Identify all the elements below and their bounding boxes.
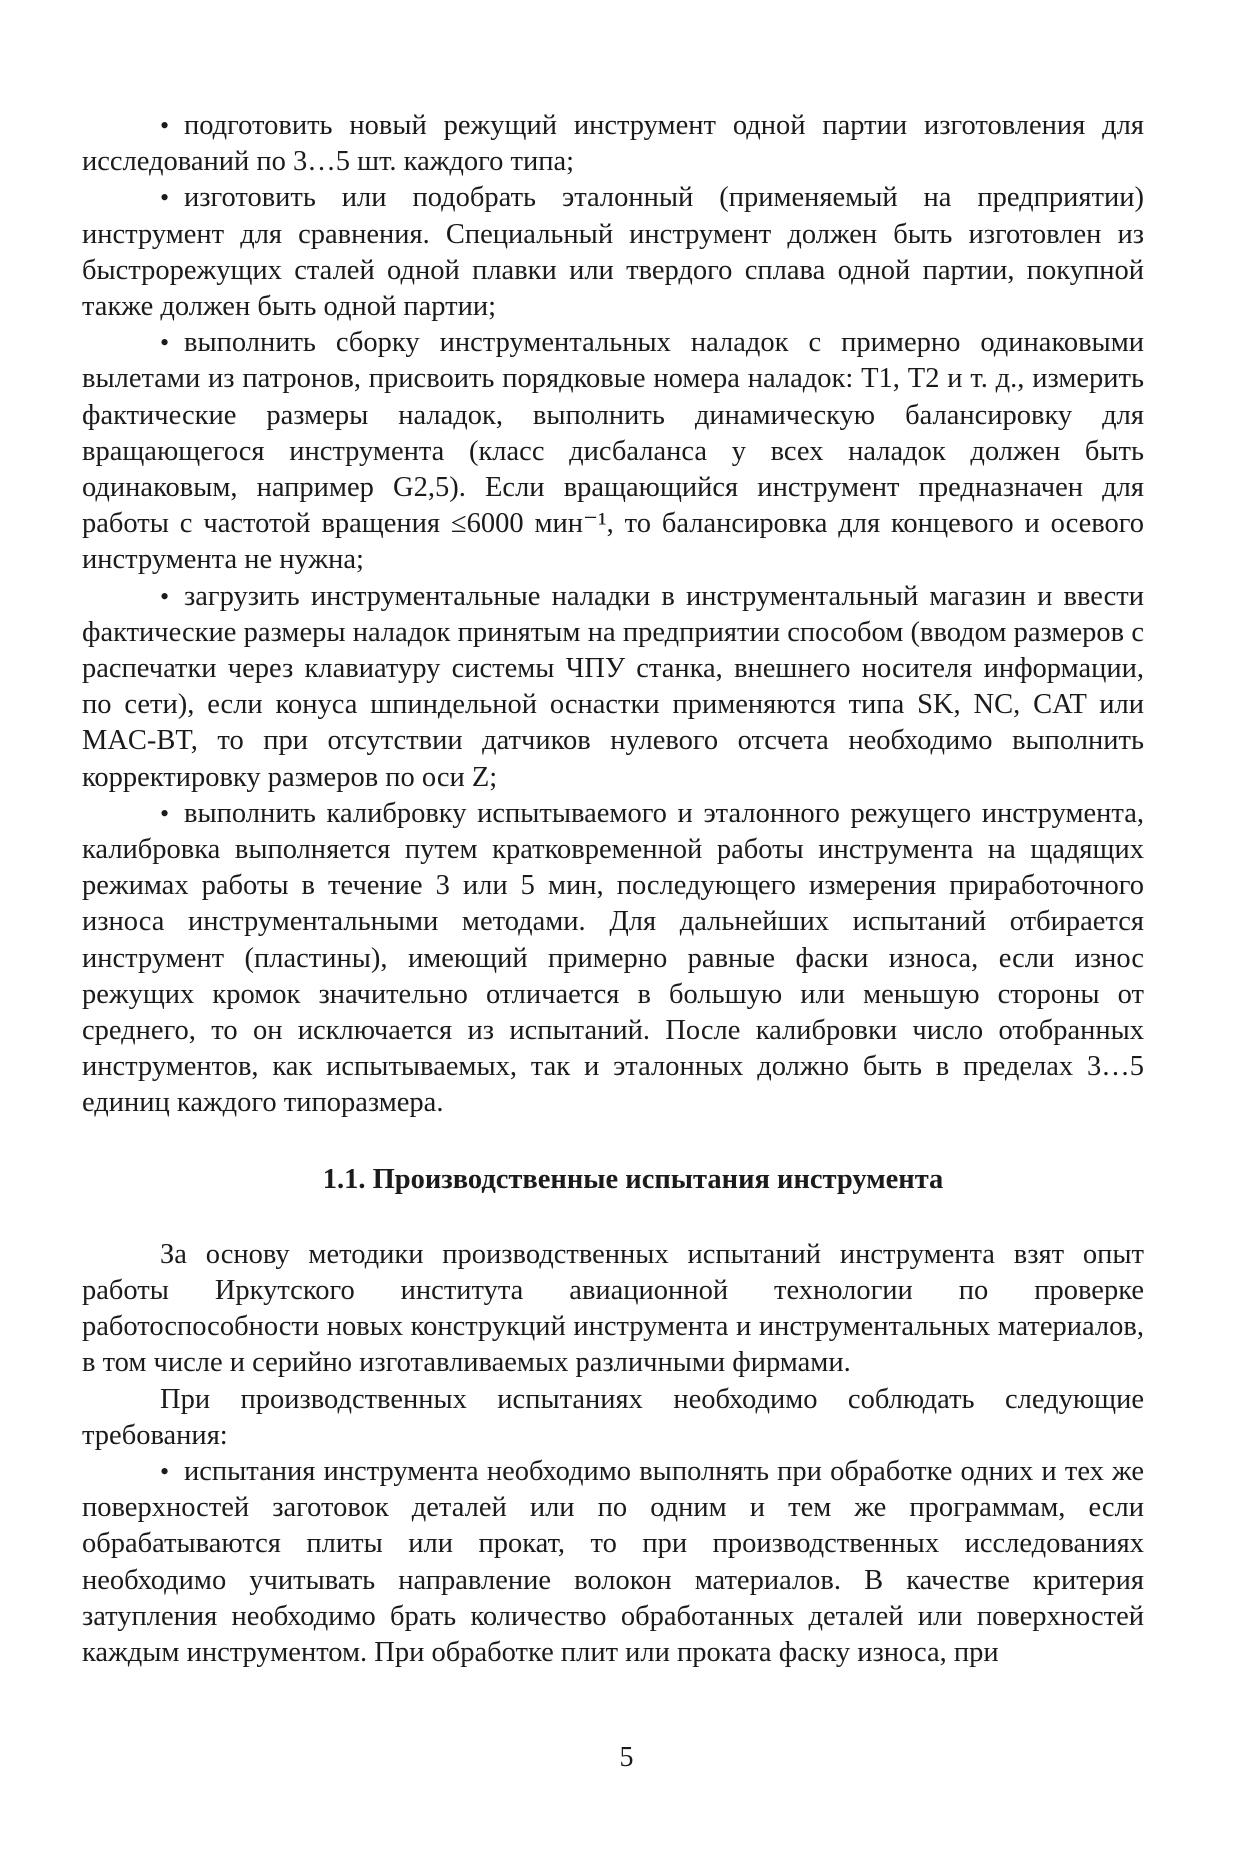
section-heading: 1.1. Производственные испытания инструмента: [322, 1163, 944, 1195]
list-item: • выполнить калибровку испытываемого и эталонного режущего инструмента, калибровка выполняется путем кратковременной работы инструмента на щадящих режимах работы в течение 3 или 5 мин, последующего измерения приработочного износа инструментальными методами. Для дальнейших испытаний отбирается инструмент (пластины), имеющий примерно равные фаски износа, если износ режущих кромок значительно отличается в большую или меньшую стороны от среднего, то он исключается из испытаний. После калибровки число отобранных инструментов, как испытываемых, так и эталонных должно быть в пределах 3…5 единиц каждого типоразмера.: [82, 796, 1144, 1122]
list-item: • загрузить инструментальные наладки в инструментальный магазин и ввести фактические размеры наладок принятым на предприятии способом (вводом размеров с распечатки через клавиатуру системы ЧПУ станка, внешнего носителя информации, по сети), если конуса шпиндельной оснастки применяются типа SK, NC, CAT или MAC-BT, то при отсутствии датчиков нулевого отсчета необходимо выполнить корректировку размеров по оси Z;: [82, 579, 1144, 796]
list-item: • подготовить новый режущий инструмент одной партии изготовления для исследований по 3…5 шт. каждого типа;: [82, 108, 1144, 180]
paragraph: За основу методики производственных испытаний инструмента взят опыт работы Иркутского института авиационной технологии по проверке работоспособности новых конструкций инструмента и инструментальных материалов, в том числе и серийно изготавливаемых различными фирмами.: [82, 1238, 1144, 1379]
page-number: 5: [619, 1742, 634, 1773]
list-item: • испытания инструмента необходимо выполнять при обработке одних и тех же поверхностей заготовок деталей или по одним и тем же программам, если обрабатываются плиты или прокат, то при производственных исследованиях необходимо учитывать направление волокон материалов. В качестве критерия затупления необходимо брать количество обработанных деталей или поверхностей каждым инструментом. При обработке плит или проката фаску износа, при: [82, 1454, 1144, 1671]
list-item: • изготовить или подобрать эталонный (применяемый на предприятии) инструмент для сравнения. Специальный инструмент должен быть изготовлен из быстрорежущих сталей одной плавки или твердого сплава одной партии, покупной также должен быть одной партии;: [82, 180, 1144, 325]
paragraph: При производственных испытаниях необходимо соблюдать следующие требования:: [82, 1383, 1144, 1451]
page-body: [82, 108, 1144, 1671]
list-item: • выполнить сборку инструментальных наладок с примерно одинаковыми вылетами из патронов, присвоить порядковые номера наладок: Т1, Т2 и т. д., измерить фактические размеры наладок, выполнить динамическую балансировку для вращающегося инструмента (класс дисбаланса у всех наладок должен быть одинаковым, например G2,5). Если вращающийся инструмент предназначен для работы с частотой вращения ≤6000 мин⁻¹, то балансировка для концевого и осевого инструмента не нужна;: [82, 325, 1144, 578]
